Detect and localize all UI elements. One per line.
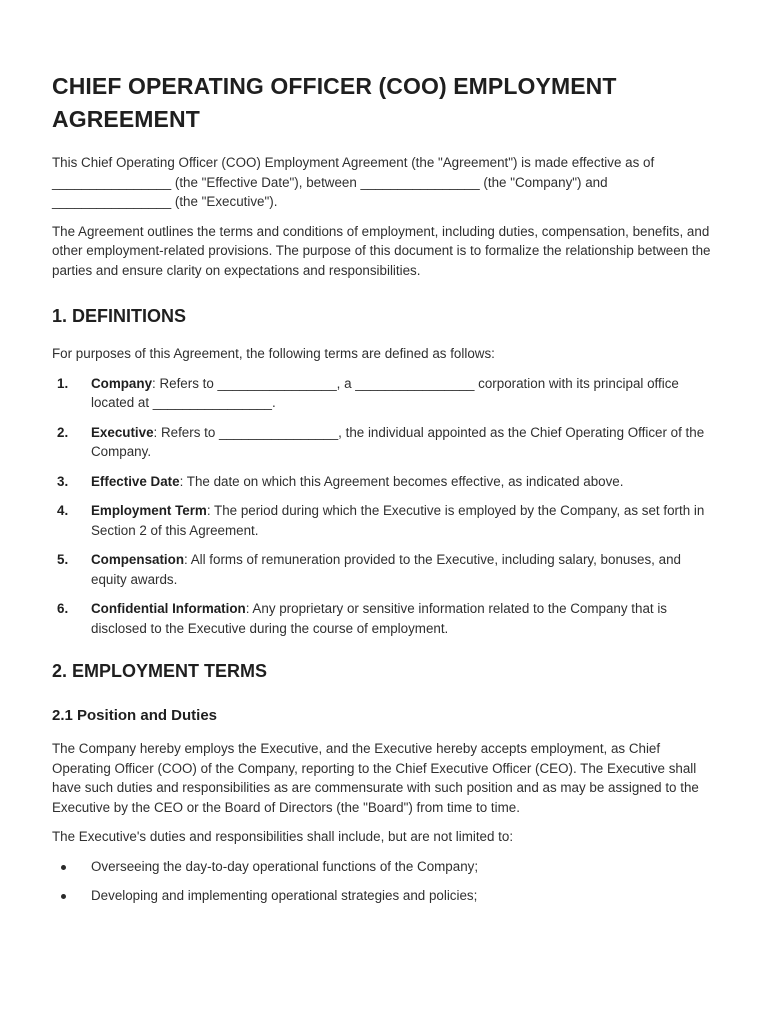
list-number: 2.	[57, 424, 69, 440]
subsection-2-1-heading: 2.1 Position and Duties	[52, 707, 218, 724]
definition-text: : The date on which this Agreement becomes effective, as indicated above.	[179, 473, 624, 489]
duties-list	[52, 857, 718, 906]
section-1-heading: 1. DEFINITIONS	[52, 306, 187, 326]
list-number: 4.	[57, 503, 69, 518]
definition-text: : Refers to ________________, a ________________ corporation with its principal office located at ________________.	[91, 375, 679, 410]
intro-paragraph-2: The Agreement outlines the terms and conditions of employment, including duties, compensation, benefits, and other employment-related provisions. The purpose of this document is to formalize the relationship between the parties and ensure clarity on expectations and responsibilities.	[52, 223, 711, 278]
definition-term: Executive	[91, 424, 154, 440]
definition-term: Compensation	[91, 552, 184, 567]
bullet-icon	[61, 894, 66, 899]
definition-term: Effective Date	[91, 473, 180, 489]
document-title: CHIEF OPERATING OFFICER (COO) EMPLOYMENT AGREEMENT	[52, 73, 617, 132]
definition-item	[52, 550, 718, 589]
duty-text: Overseeing the day-to-day operational functions of the Company;	[91, 858, 479, 874]
list-number: 3.	[57, 473, 69, 489]
definition-item	[52, 423, 718, 462]
list-number: 1.	[57, 375, 69, 391]
position-duties-paragraph: The Company hereby employs the Executive, and the Executive hereby accepts employment, as Chief Operating Officer (COO) of the Company, reporting to the Chief Executive Officer (CEO). The Executive shall have such duties and responsibilities as are commensurate with such position and as may be assigned to the Executive by the CEO or the Board of Directors (the "Board") from time to time.	[52, 741, 699, 815]
duty-item	[52, 886, 718, 906]
definition-item	[52, 599, 718, 638]
duties-lead: The Executive's duties and responsibilities shall include, but are not limited to:	[52, 829, 514, 844]
definition-term: Confidential Information	[91, 601, 246, 616]
definition-text: : All forms of remuneration provided to the Executive, including salary, bonuses, and equity awards.	[91, 552, 681, 587]
bullet-icon	[61, 865, 66, 870]
definitions-list	[52, 374, 718, 639]
section-2-heading: 2. EMPLOYMENT TERMS	[52, 661, 268, 681]
list-number: 5.	[57, 552, 69, 567]
list-number: 6.	[57, 601, 69, 616]
intro-paragraph-1: This Chief Operating Officer (COO) Employment Agreement (the "Agreement") is made effective as of ________________ (the "Effective Date"), between ________________ (the "Company") and ________________ (the "Executive").	[52, 155, 655, 209]
definition-term: Employment Term	[91, 503, 207, 518]
section-1-lead: For purposes of this Agreement, the following terms are defined as follows:	[52, 346, 495, 361]
definition-item	[52, 501, 718, 540]
definition-text: : Any proprietary or sensitive information related to the Company that is disclosed to the Executive during the course of employment.	[91, 601, 668, 636]
duty-text: Developing and implementing operational strategies and policies;	[91, 888, 478, 903]
definition-item	[52, 374, 718, 413]
definition-term: Company	[91, 375, 153, 391]
definition-text: : Refers to ________________, the individual appointed as the Chief Operating Officer of the Company.	[91, 424, 705, 459]
definition-item	[52, 472, 718, 492]
definition-text: : The period during which the Executive is employed by the Company, as set forth in Section 2 of this Agreement.	[91, 503, 705, 538]
duty-item	[52, 857, 718, 877]
